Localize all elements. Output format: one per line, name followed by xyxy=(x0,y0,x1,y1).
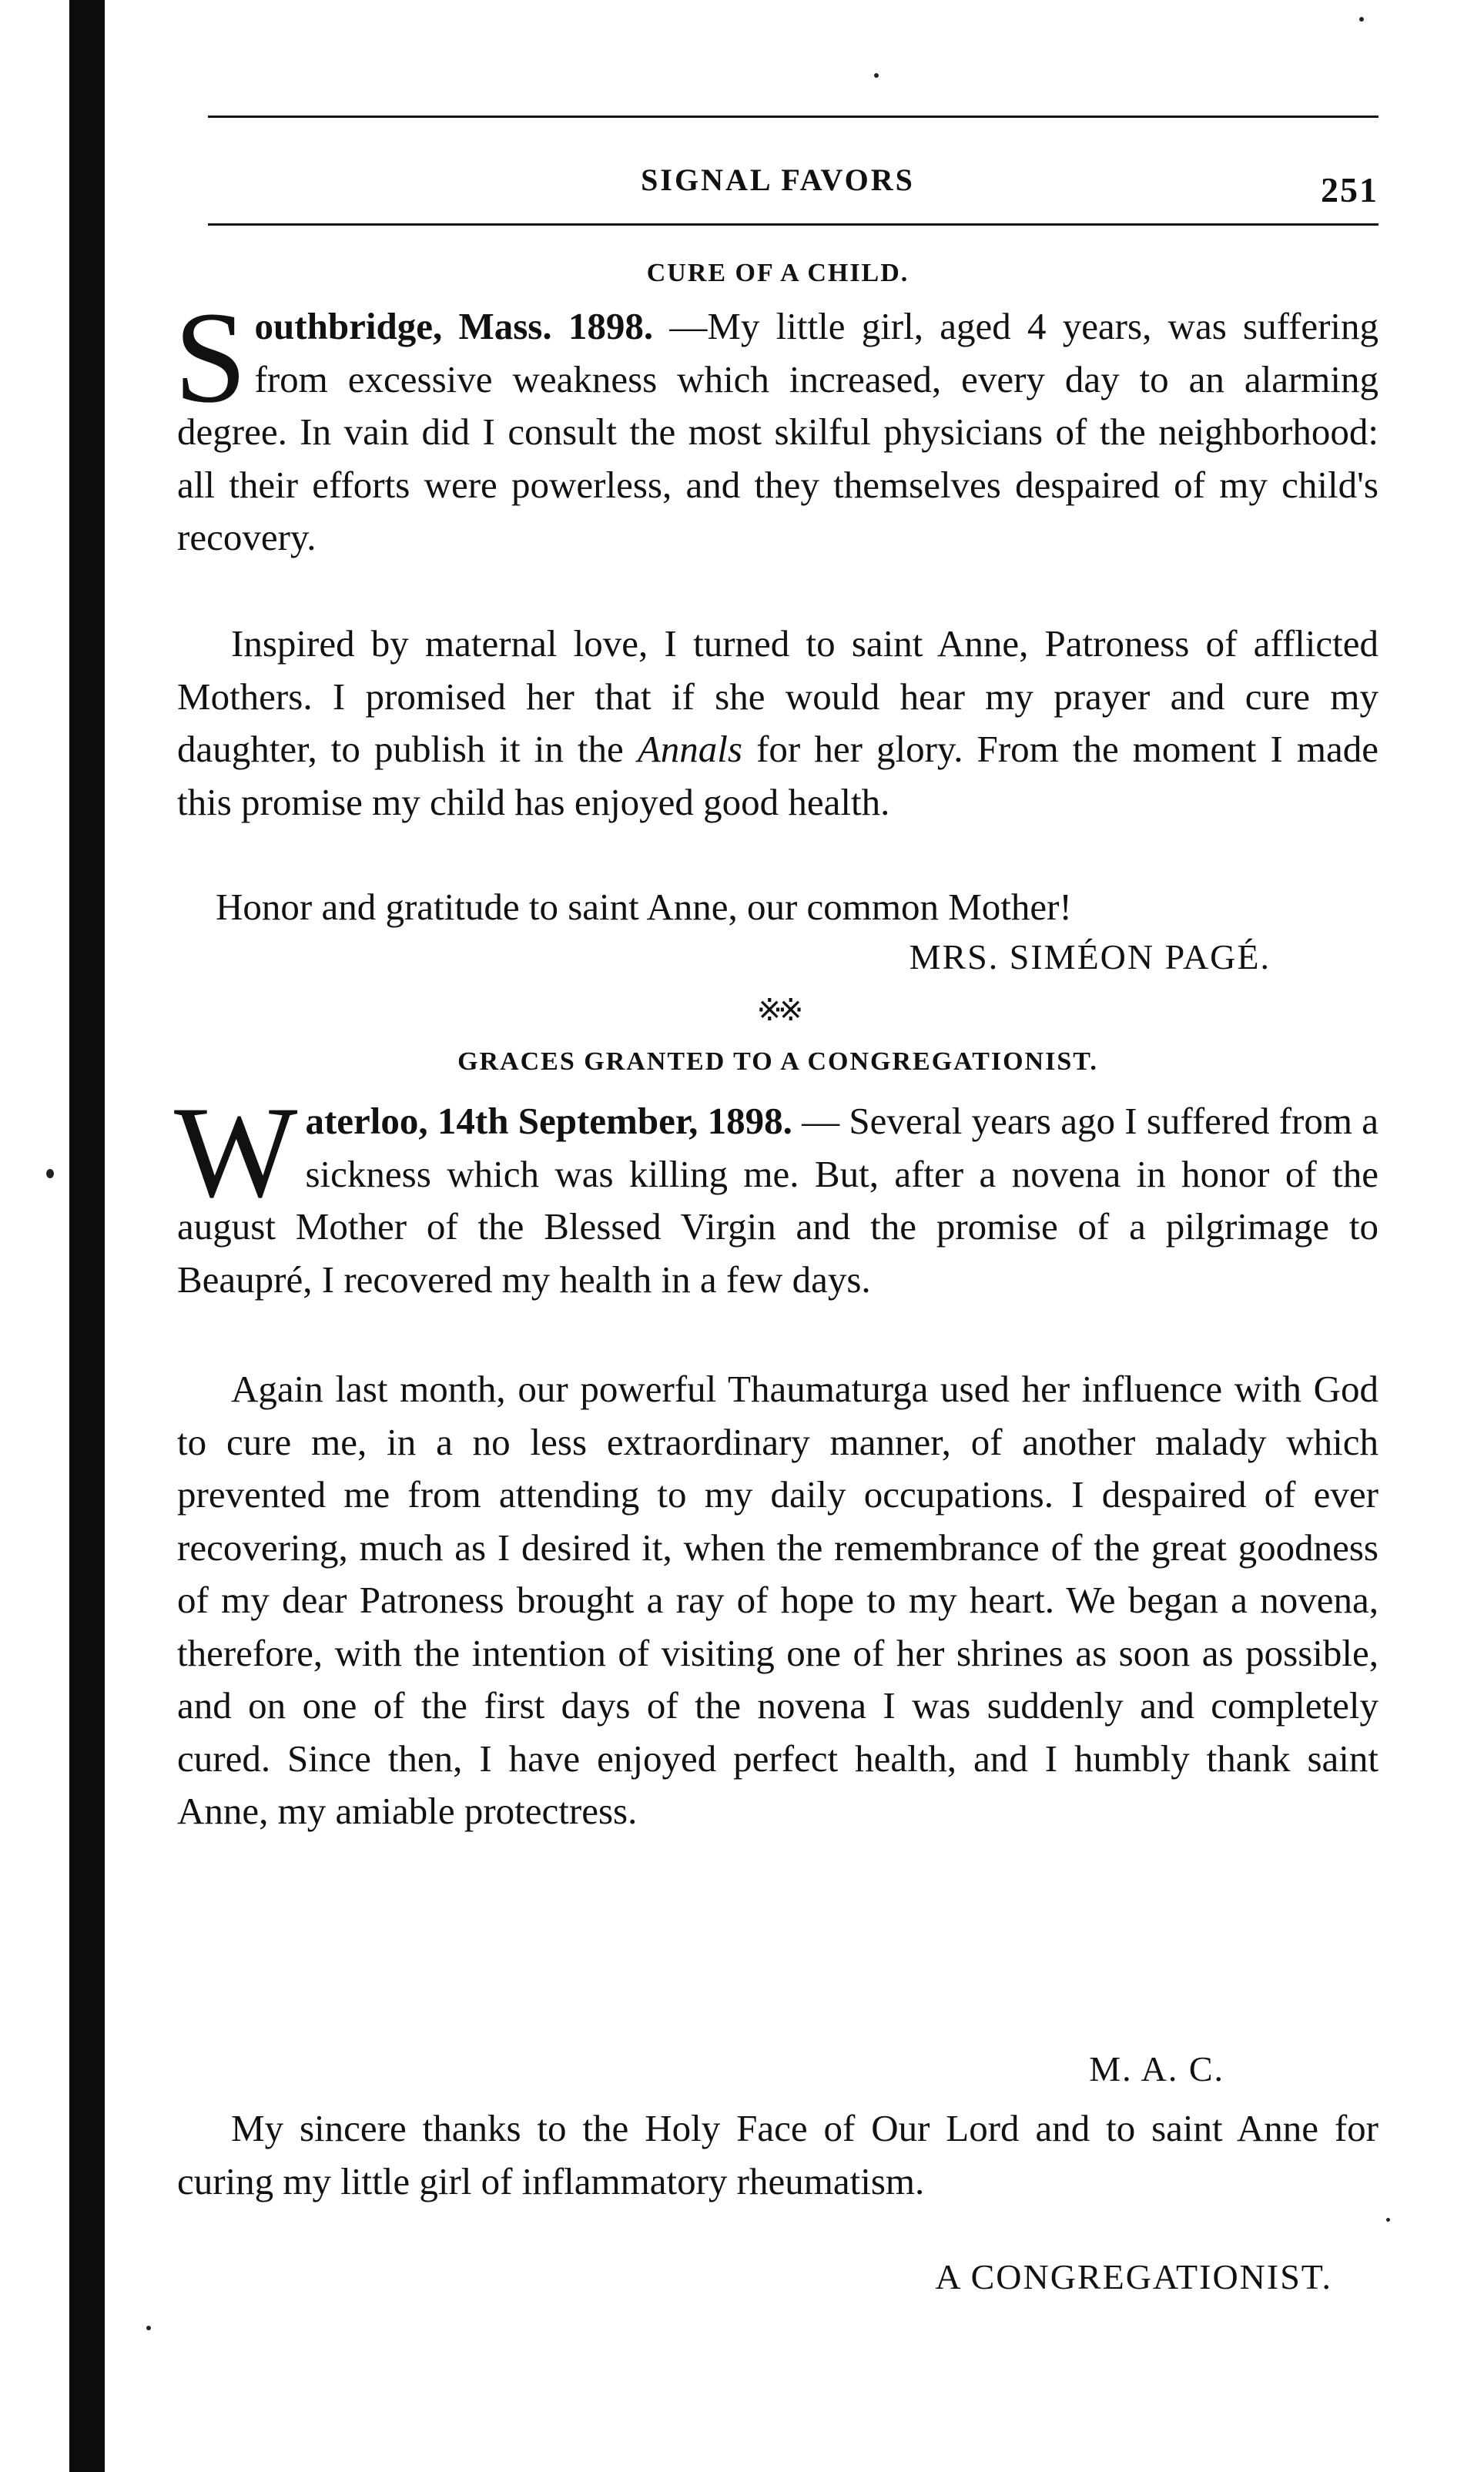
section2-paragraph-2 xyxy=(177,1363,1378,1838)
running-header-title: SIGNAL FAVORS xyxy=(641,162,915,197)
paragraph-text: for her glory. From the moment I made this promise my child has enjoyed good health. xyxy=(177,728,1378,823)
section1-paragraph-2 xyxy=(177,618,1378,829)
signature-mac: M. A. C. xyxy=(1089,2049,1224,2088)
annals-title: Annals xyxy=(637,728,742,770)
paragraph-text: Inspired by maternal love, I turned to saint Anne, Patroness of afflicted Mothers. I promised her that if she would hear my prayer and cure my daughter, to publish it in the xyxy=(177,622,1378,770)
section3-paragraph xyxy=(177,2102,1378,2208)
header-bottom-rule xyxy=(208,223,1378,226)
drop-cap: S xyxy=(174,285,247,430)
paragraph-text: —My little girl, aged 4 years, was suffering from excessive weakness which increased, every day to an alarming degree. In vain did I consult the most skilful physicians of the neighborhood: all their efforts were powerless, and they themselves despaired of my child's recovery. xyxy=(177,305,1378,558)
section-title-cure-of-a-child: CURE OF A CHILD. xyxy=(646,259,909,287)
section1-paragraph-1 xyxy=(174,285,1378,564)
paragraph-text: Again last month, our powerful Thaumaturga used her influence with God to cure me, in a no less extraordinary manner, of another malady which prevented me from attending to my daily occupations. I despaired of ever recovering, much as I desired it, when the remembrance of the great goodness of my dear Patroness brought a ray of hope to my heart. We began a novena, therefore, with the intention of visiting one of her shrines as soon as possible, and on one of the first days of the novena I was suddenly and completely cured. Since then, I have enjoyed perfect health, and I humbly thank saint Anne, my amiable protectress. xyxy=(177,1368,1378,1832)
print-speck xyxy=(1359,17,1364,22)
print-speck xyxy=(1386,2218,1390,2222)
book-spine-shadow xyxy=(69,0,105,2472)
section1-paragraph-3 xyxy=(177,881,1378,934)
dateline: aterloo, 14th September, 1898. xyxy=(305,1100,792,1142)
section-title-graces-granted: GRACES GRANTED TO A CONGREGATIONIST. xyxy=(457,1047,1098,1076)
signature-a-congregationist: A CONGREGATIONIST. xyxy=(935,2257,1332,2296)
running-header xyxy=(177,162,1378,216)
drop-cap: W xyxy=(174,1080,298,1224)
print-speck xyxy=(874,73,879,78)
print-speck xyxy=(146,2326,151,2330)
paragraph-text: Honor and gratitude to saint Anne, our common Mother! xyxy=(216,886,1072,928)
signature-mrs-simeon-page: MRS. SIMÉON PAGÉ. xyxy=(909,937,1271,976)
header-top-rule xyxy=(208,116,1378,118)
print-speck xyxy=(46,1169,54,1178)
paragraph-text: My sincere thanks to the Holy Face of Our Lord and to saint Anne for curing my little girl of inflammatory rheumatism. xyxy=(177,2107,1378,2202)
section2-paragraph-1 xyxy=(174,1080,1378,1306)
section-divider-ornament: ※※ xyxy=(756,993,799,1027)
paragraph-text: — Several years ago I suffered from a sickness which was killing me. But, after a novena in honor of the august Mother of the Blessed Virgin and the promise of a pilgrimage to Beaupré, I recovered my health in a few days. xyxy=(177,1100,1378,1301)
dateline: outhbridge, Mass. 1898. xyxy=(254,305,654,347)
page-number: 251 xyxy=(1321,170,1378,209)
